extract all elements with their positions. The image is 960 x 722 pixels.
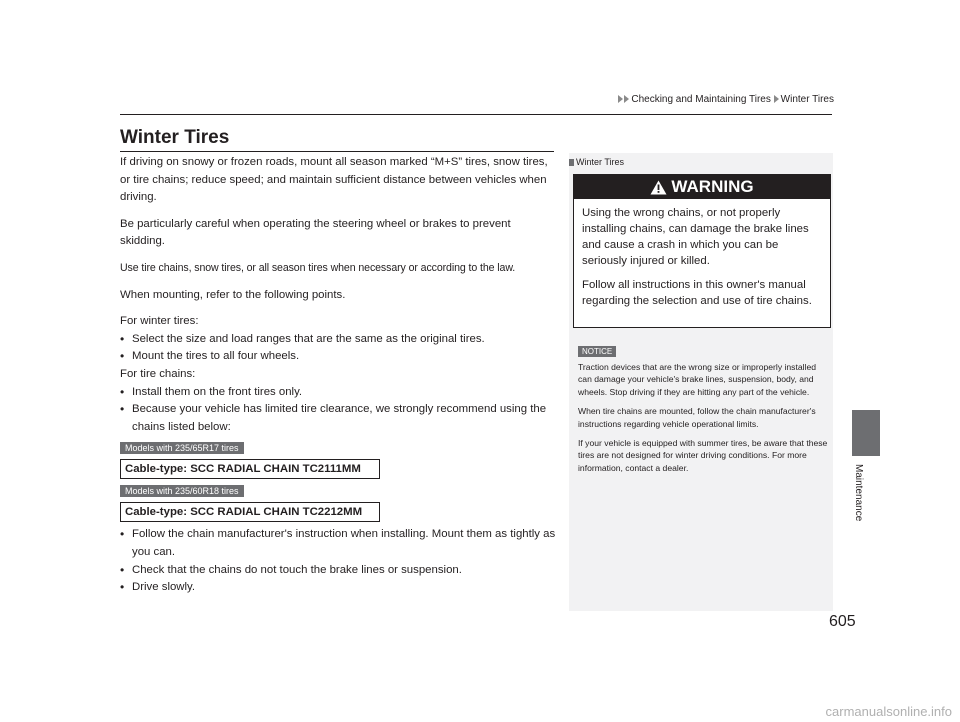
winter-tires-label: For winter tires: [120, 315, 199, 328]
caution-paragraph: Be particularly careful when operating the steering wheel or brakes to prevent skidding. [120, 217, 511, 248]
warning-text: Using the wrong chains, or not properly installing chains, can damage the brake lines and cause a crash in which you can be seriously injured or killed. [582, 207, 809, 267]
list-item: • Follow the chain manufacturer's instruction when installing. Mount them as tightly as you can. [120, 526, 558, 561]
page-number: 605 [829, 613, 856, 630]
bullet-icon: • [120, 580, 125, 595]
warning-box [573, 174, 831, 328]
cable-type-box: Cable-type: SCC RADIAL CHAIN TC2111MM [120, 459, 380, 479]
section-tab-label: Maintenance [853, 464, 864, 522]
bullet-icon: • [120, 402, 125, 417]
bullet-icon: • [120, 527, 125, 542]
notice-text: Traction devices that are the wrong size or improperly installed can damage your vehicle's brake lines, suspension, body, and wheels. Stop driving if they are hitting any part of the vehicle. [578, 362, 817, 397]
cable-type-box: Cable-type: SCC RADIAL CHAIN TC2212MM [120, 502, 380, 522]
list-item: • Check that the chains do not touch the brake lines or suspension. [120, 562, 558, 580]
warning-body [574, 199, 830, 309]
note-marker-icon [569, 159, 574, 166]
bullet-icon: • [120, 384, 125, 399]
chain-model-block [120, 440, 558, 526]
breadcrumb-arrow-icon [624, 95, 629, 103]
list-item: • Because your vehicle has limited tire clearance, we strongly recommend using the chains listed below: [120, 401, 558, 436]
warning-triangle-icon [650, 180, 667, 195]
side-panel-title: Winter Tires [569, 157, 624, 167]
bullet-icon: • [120, 331, 125, 346]
model-badge: Models with 235/60R18 tires [120, 485, 244, 497]
title-rule [120, 151, 554, 152]
warning-header [574, 175, 830, 199]
notice-body [578, 361, 828, 481]
notice-text: When tire chains are mounted, follow the chain manufacturer's instructions regarding vehicle operational limits. [578, 406, 816, 429]
notice-text: If your vehicle is equipped with summer tires, be aware that these tires are not designed for winter driving conditions. For more information, contact a dealer. [578, 438, 828, 473]
warning-text: Follow all instructions in this owner's manual regarding the selection and use of tire chains. [582, 279, 812, 307]
law-paragraph: Use tire chains, snow tires, or all season tires when necessary or according to the law. [120, 261, 516, 274]
bullet-icon: • [120, 562, 125, 577]
section-tab-marker [852, 410, 880, 456]
intro-paragraph: If driving on snowy or frozen roads, mount all season marked “M+S” tires, snow tires, or tire chains; reduce speed; and maintain sufficient distance between vehicles when driving. [120, 156, 548, 204]
main-content [120, 154, 558, 597]
tire-chains-label: For tire chains: [120, 367, 196, 380]
header-rule [120, 114, 832, 115]
bullet-icon: • [120, 349, 125, 364]
breadcrumb-arrow-icon [618, 95, 623, 103]
warning-heading: WARNING [671, 177, 754, 196]
notice-badge: NOTICE [578, 346, 616, 357]
list-item: • Install them on the front tires only. [120, 384, 558, 402]
mounting-paragraph: When mounting, refer to the following points. [120, 288, 346, 301]
breadcrumb [618, 94, 834, 105]
list-item: • Select the size and load ranges that are the same as the original tires. [120, 331, 558, 349]
breadcrumb-separator-icon [774, 95, 779, 103]
breadcrumb-current: Winter Tires [780, 94, 834, 105]
model-badge: Models with 235/65R17 tires [120, 442, 244, 454]
list-item: • Drive slowly. [120, 579, 558, 597]
page-title: Winter Tires [120, 127, 230, 148]
list-item: • Mount the tires to all four wheels. [120, 348, 558, 366]
breadcrumb-section[interactable]: Checking and Maintaining Tires [631, 94, 771, 105]
watermark: carmanualsonline.info [825, 704, 952, 719]
